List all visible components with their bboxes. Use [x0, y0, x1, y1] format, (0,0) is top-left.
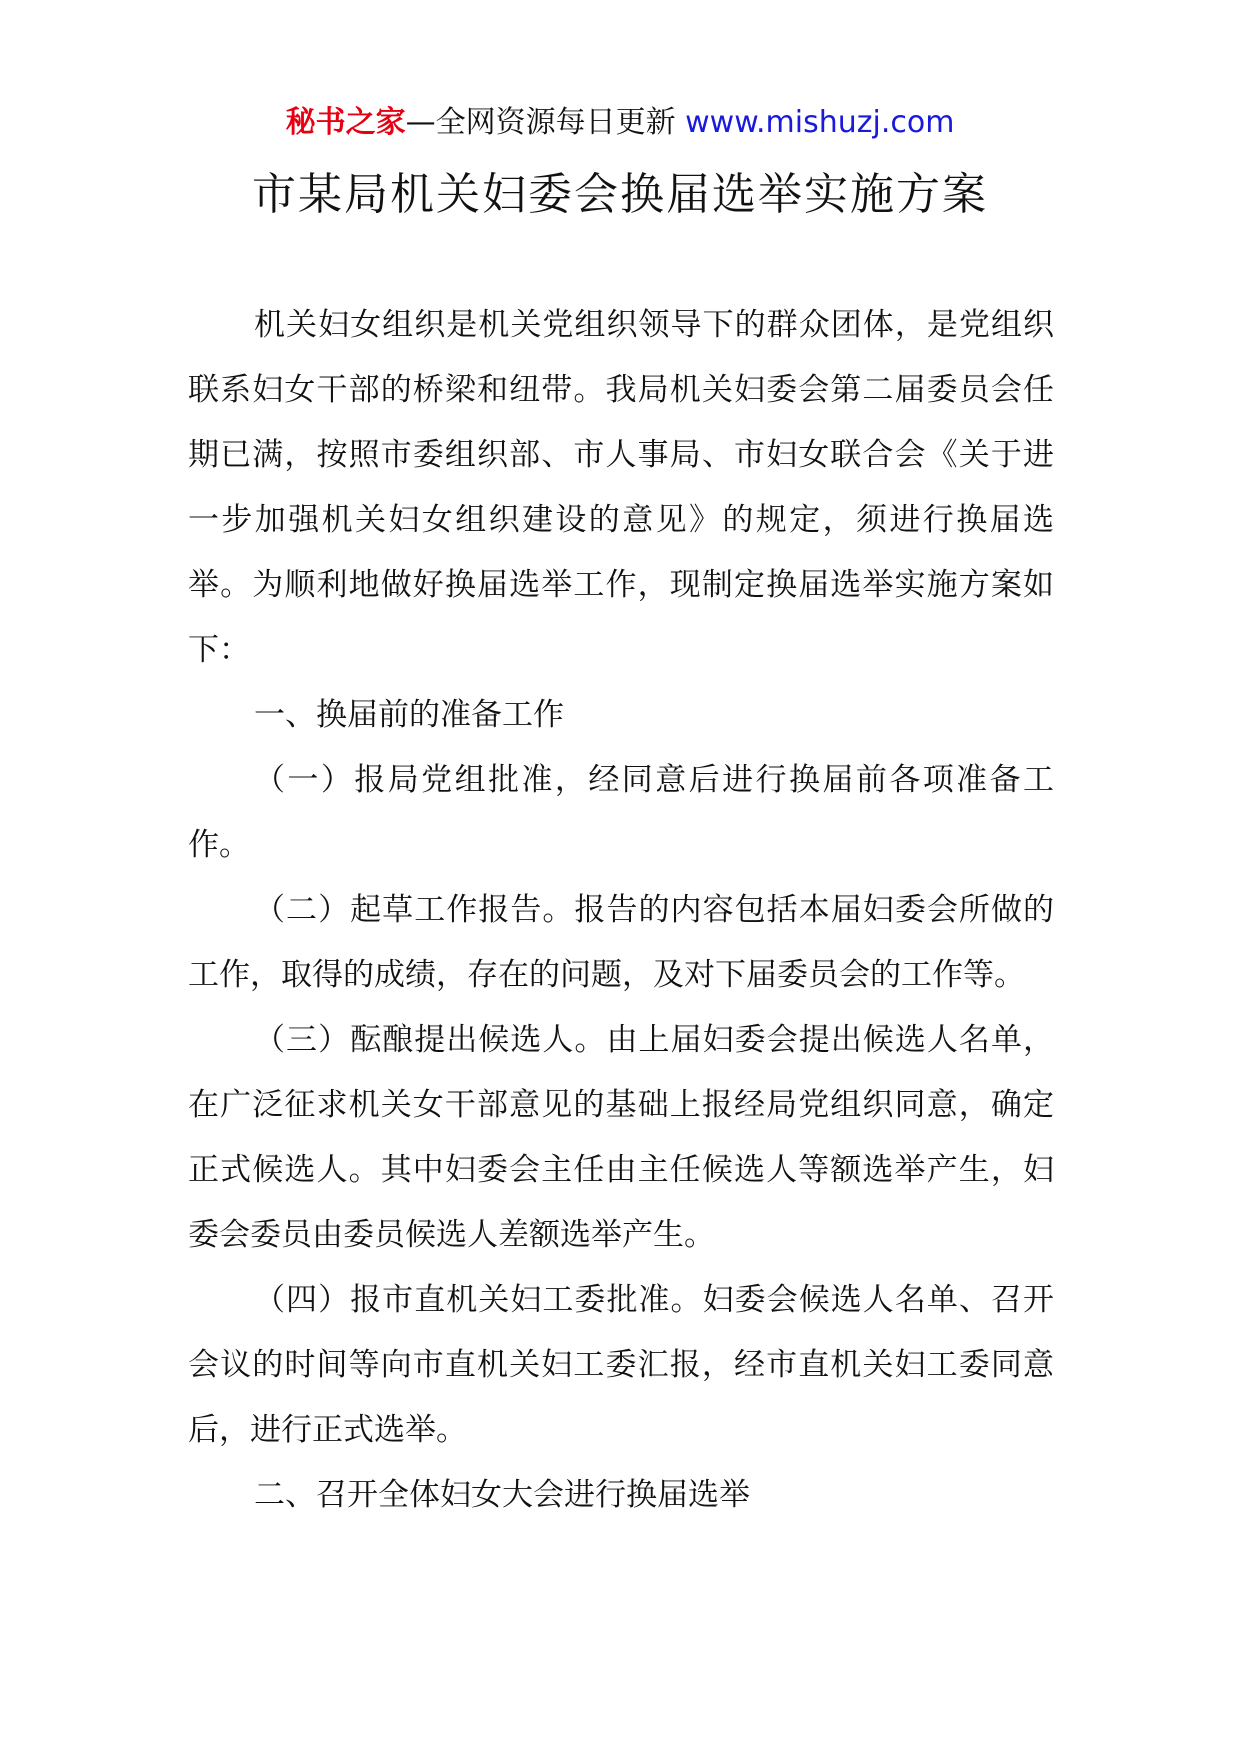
item-paragraph-1: （一）报局党组批准，经同意后进行换届前各项准备工作。 [188, 762, 1054, 863]
item-paragraph-2: （二）起草工作报告。报告的内容包括本届妇委会所做的工作，取得的成绩，存在的问题，及对下届委员会的工作等。 [188, 892, 1054, 993]
document-title: 市某局机关妇委会换届选举实施方案 [252, 169, 988, 220]
section-heading-1: 一、换届前的准备工作 [254, 697, 564, 733]
header-slogan: —全网资源每日更新 [405, 105, 676, 140]
site-header [0, 100, 1240, 146]
section-heading-2: 二、召开全体妇女大会进行换届选举 [254, 1477, 750, 1513]
brand-name: 秘书之家 [285, 105, 406, 140]
item-paragraph-4: （四）报市直机关妇工委批准。妇委会候选人名单、召开会议的时间等向市直机关妇工委汇报，经市直机关妇工委同意后，进行正式选举。 [188, 1282, 1054, 1448]
document-body [188, 293, 1054, 1528]
intro-paragraph: 机关妇女组织是机关党组织领导下的群众团体，是党组织联系妇女干部的桥梁和纽带。我局机关妇委会第二届委员会任期已满，按照市委组织部、市人事局、市妇女联合会《关于进一步加强机关妇女组织建设的意见》的规定，须进行换届选举。为顺利地做好换届选举工作，现制定换届选举实施方案如下： [188, 307, 1054, 668]
item-paragraph-3: （三）酝酿提出候选人。由上届妇委会提出候选人名单，在广泛征求机关女干部意见的基础上报经局党组织同意，确定正式候选人。其中妇委会主任由主任候选人等额选举产生，妇委会委员由委员候选人差额选举产生。 [188, 1022, 1054, 1253]
site-url-link[interactable]: www.mishuzj.com [685, 105, 955, 140]
